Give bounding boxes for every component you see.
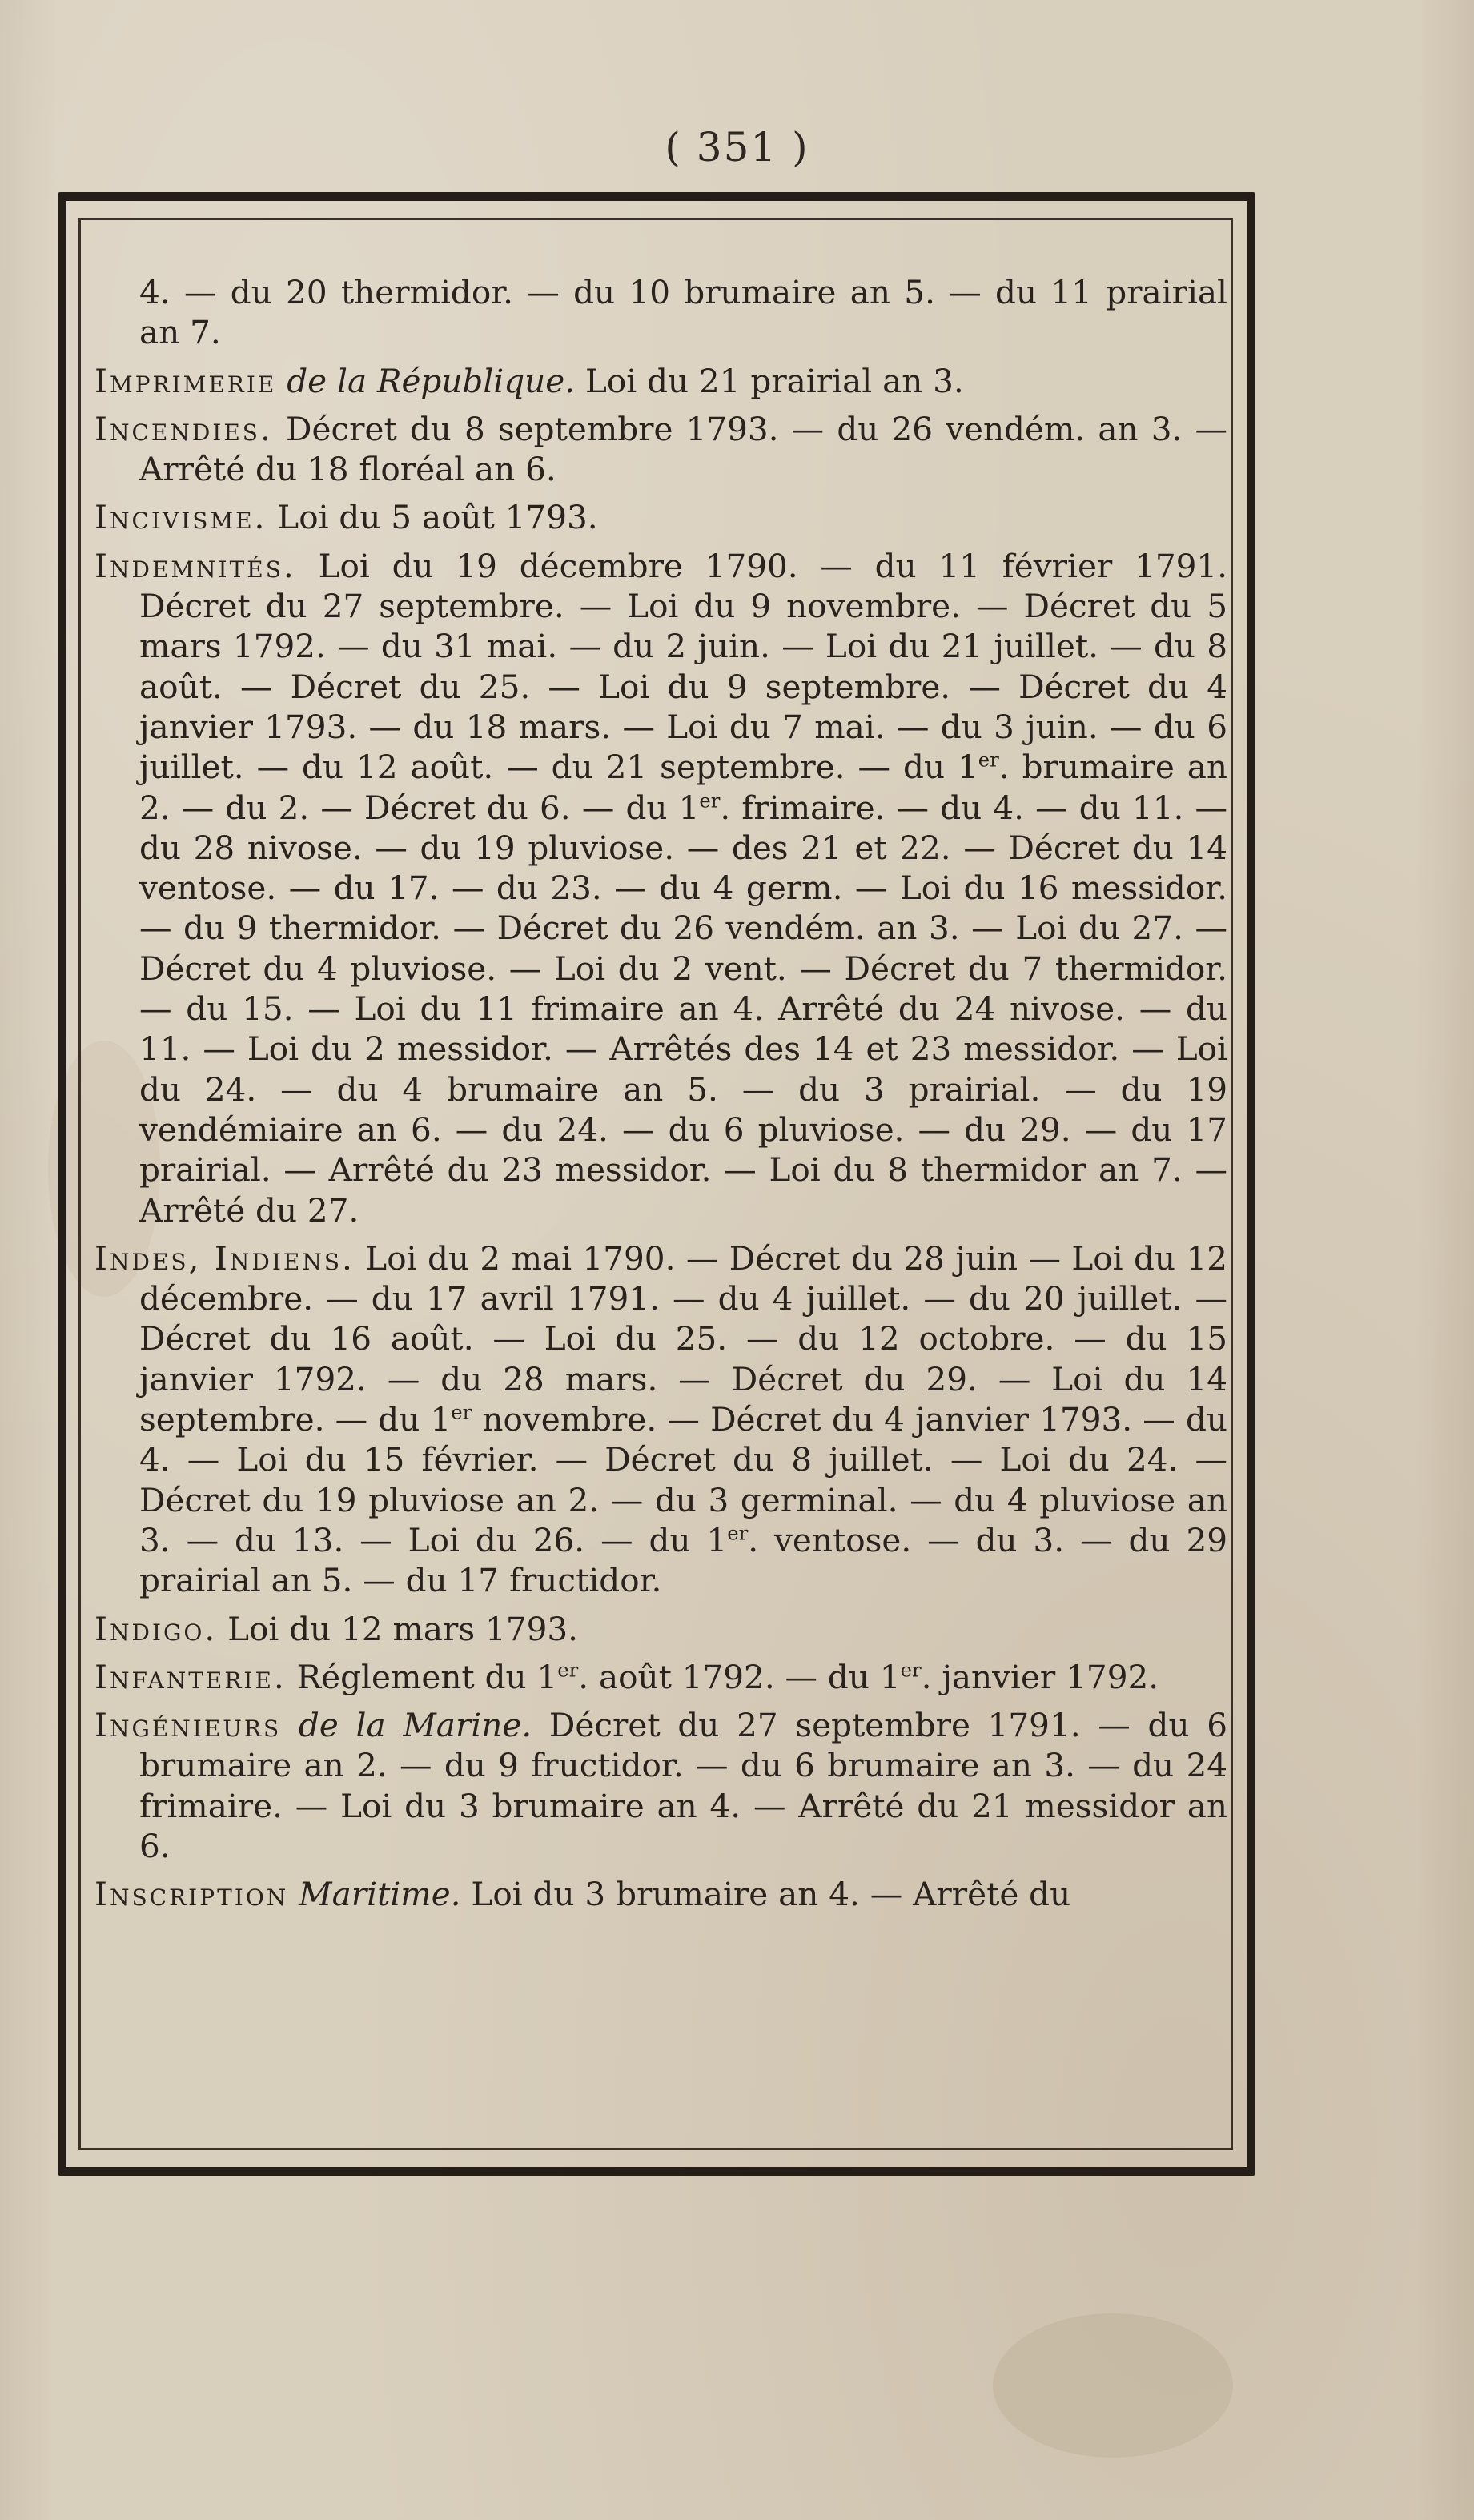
superscript: er [557,1658,579,1682]
entry-heading: Incendies. [94,409,273,448]
entry-text: Décret du 27 septembre 1791. — du 6 brumaire an 2. — du 9 fructidor. — du 6 brumaire an 3. — du 24 frimaire. — Loi du 3 brumaire an 4. — Arrêté du 21 messidor an 6. [139,1706,1228,1865]
index-entry-incendies [94,409,1227,490]
entry-heading-italic: Maritime. [299,1875,461,1914]
entry-text: novembre. — Décret du 4 janvier 1793. — du 4. — Loi du 15 février. — Décret du 8 juillet. — Loi du 24. — Décret du 19 pluviose an 2. — du 3 germinal. — du 4 pluviose an 3. — du 13. — Loi du 26. — du 1 [139,1400,1227,1559]
entry-text: Décret du 8 septembre 1793. — du 26 vendém. an 3. — Arrêté du 18 floréal an 6. [139,409,1227,489]
entry-text: Loi du 3 brumaire an 4. — Arrêté du [460,1875,1071,1914]
entry-heading: Incivisme. [94,498,267,537]
entry-heading: Ingénieurs [94,1706,282,1745]
index-entry-inscription [94,1874,1227,1914]
superscript: er [727,1521,749,1545]
entry-text: . brumaire an 2. — du 2. — Décret du 6. — du 1 [139,748,1227,827]
entry-text: . ventose. — du 3. — du 29 prairial an 5. — du 17 fructidor. [139,1520,1227,1600]
paper-stain [993,2313,1233,2458]
index-entry-continuation [94,272,1227,353]
entry-text: Réglement du 1 [286,1657,558,1696]
entry-heading: Imprimerie [94,361,277,400]
index-entry-indemnites [94,546,1227,1230]
superscript: er [699,789,721,813]
entry-text: 4. — du 20 thermidor. — du 10 brumaire an 5. — du 11 prairial an 7. [139,273,1227,352]
superscript: er [900,1658,922,1682]
page-number: ( 351 ) [665,124,809,171]
entry-text: Loi du 21 prairial an 3. [575,361,964,400]
superscript: er [978,748,999,772]
entry-text: . août 1792. — du 1 [578,1657,901,1696]
index-entry-ingenieurs [94,1705,1227,1866]
index-entry-imprimerie [94,361,1227,401]
index-entry-infanterie [94,1657,1227,1697]
index-text [94,272,1227,1915]
entry-heading-italic: de la Marine. [298,1706,532,1745]
superscript: er [451,1400,472,1424]
entry-text: . frimaire. — du 4. — du 11. — du 28 nivose. — du 19 pluviose. — des 21 et 22. — Décret du 14 ventose. — du 17. — du 23. — du 4 germ. — Loi du 16 messidor. — du 9 thermidor. — Décret du 26 vendém. an 3. — Loi du 27. — Décret du 4 pluviose. — Loi du 2 vent. — Décret du 7 thermidor. — du 15. — Loi du 11 frimaire an 4. Arrêté du 24 nivose. — du 11. — Loi du 2 messidor. — Arrêtés des 14 et 23 messidor. — Loi du 24. — du 4 brumaire an 5. — du 3 prairial. — du 19 vendémiaire an 6. — du 24. — du 6 pluviose. — du 29. — du 17 prairial. — Arrêté du 23 messidor. — Loi du 8 thermidor an 7. — Arrêté du 27. [139,788,1227,1230]
entry-heading: Inscription [94,1875,289,1914]
entry-heading: Indigo. [94,1609,218,1648]
entry-heading: Indes, Indiens. [94,1238,355,1278]
entry-heading: Infanterie. [94,1657,287,1696]
index-entry-indigo [94,1609,1227,1649]
entry-text: Loi du 19 décembre 1790. — du 11 février 1791. Décret du 27 septembre. — Loi du 9 novembre. — Décret du 5 mars 1792. — du 31 mai. — du 2 juin. — Loi du 21 juillet. — du 8 août. — Décret du 25. — Loi du 9 septembre. — Décret du 4 janvier 1793. — du 18 mars. — Loi du 7 mai. — du 3 juin. — du 6 juillet. — du 12 août. — du 21 septembre. — du 1 [139,546,1227,787]
entry-text: Loi du 5 août 1793. [267,498,598,537]
entry-heading-italic: de la République. [287,361,576,400]
index-entry-indes [94,1238,1227,1601]
entry-text: Loi du 12 mars 1793. [217,1609,578,1648]
entry-heading: Indemnités. [94,546,296,585]
index-entry-incivisme [94,497,1227,537]
entry-text: . janvier 1792. [921,1657,1159,1696]
entry-text: Loi du 2 mai 1790. — Décret du 28 juin — Loi du 12 décembre. — du 17 avril 1791. — du 4 juillet. — du 20 juillet. — Décret du 16 août. — Loi du 25. — du 12 octobre. — du 15 janvier 1792. — du 28 mars. — Décret du 29. — Loi du 14 septembre. — du 1 [139,1238,1227,1439]
